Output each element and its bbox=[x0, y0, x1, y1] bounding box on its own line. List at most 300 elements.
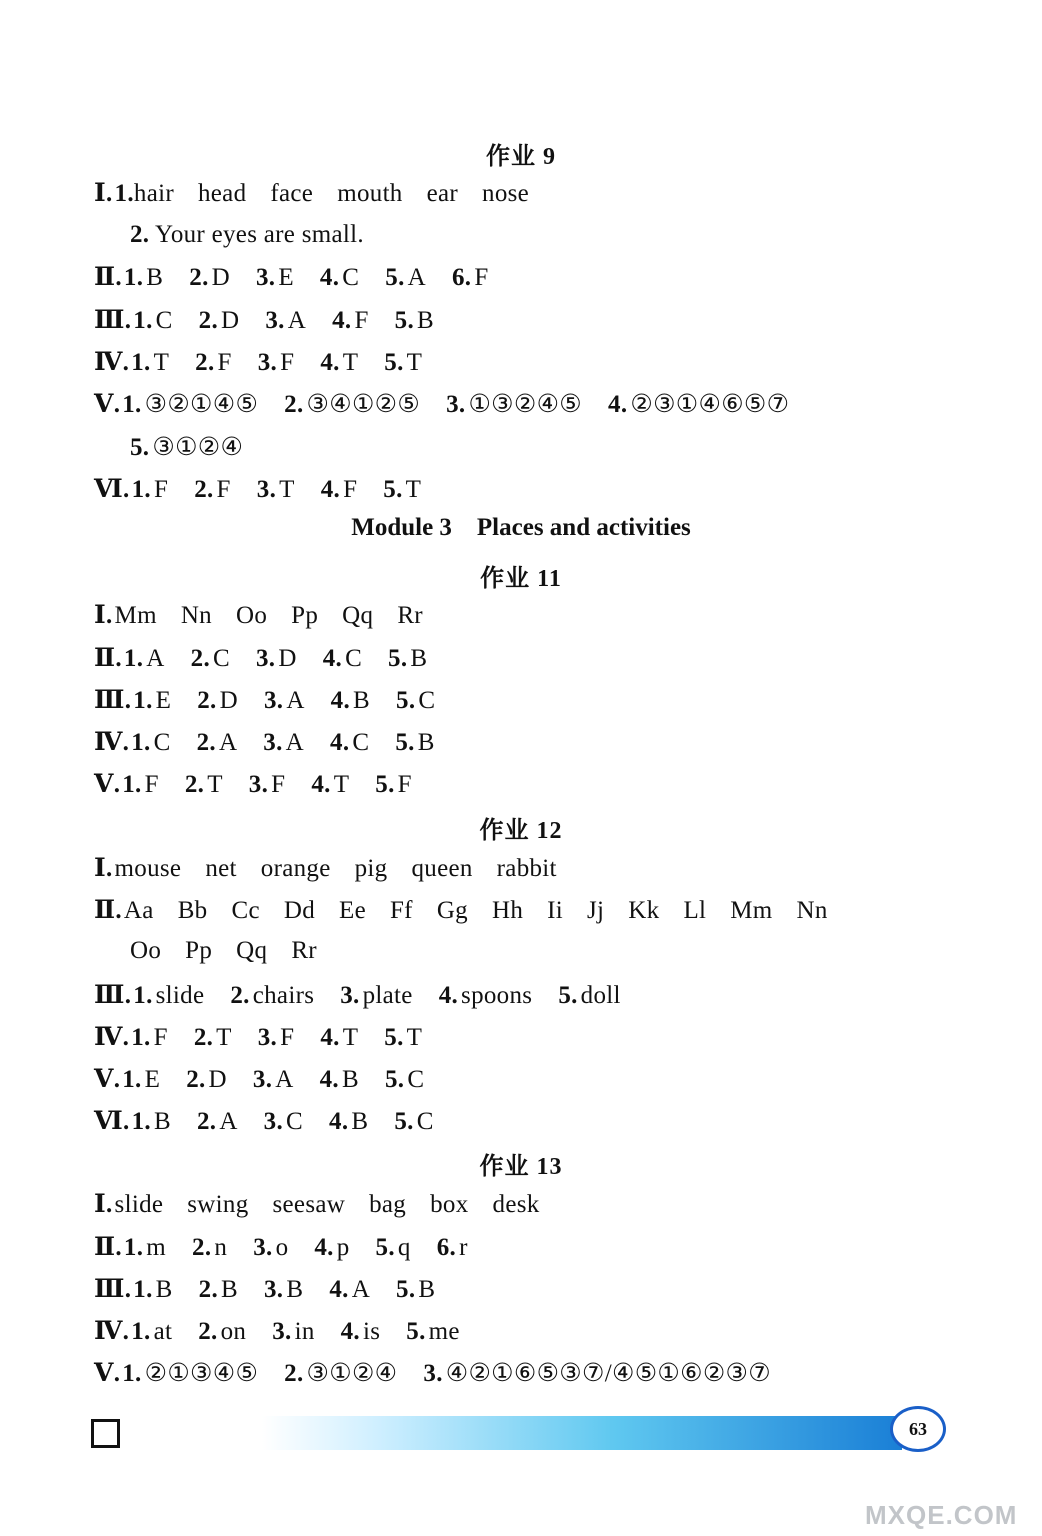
answer-line bbox=[94, 178, 553, 208]
answer-word: head bbox=[197, 180, 247, 207]
item-number: 3. bbox=[423, 1360, 443, 1387]
item-value: r bbox=[459, 1234, 468, 1261]
item-number: 5. bbox=[383, 476, 403, 503]
item-value: C bbox=[418, 687, 436, 714]
footer-box bbox=[91, 1419, 120, 1448]
item-number: 2. bbox=[193, 1024, 214, 1051]
answer-word: Oo bbox=[235, 602, 268, 629]
item-number: 4. bbox=[311, 771, 331, 798]
item-number: 2. bbox=[195, 349, 215, 376]
roman-numeral: Ⅲ. bbox=[94, 307, 132, 334]
item-number: 2. bbox=[189, 264, 209, 291]
item-value: T bbox=[153, 349, 170, 376]
answer-item bbox=[186, 1066, 227, 1093]
answer-item bbox=[383, 476, 421, 503]
item-value: ③①②④ bbox=[152, 434, 244, 461]
answer-item bbox=[341, 1318, 381, 1345]
item-number: 1. bbox=[131, 1108, 151, 1135]
answer-item bbox=[272, 1318, 314, 1345]
item-number: 5. bbox=[395, 729, 415, 756]
roman-numeral: Ⅳ. bbox=[94, 1318, 130, 1345]
answer-word: ear bbox=[426, 180, 459, 207]
answer-item bbox=[258, 349, 295, 376]
item-value: on bbox=[220, 1318, 247, 1345]
answer-item bbox=[375, 771, 412, 798]
answer-line bbox=[94, 643, 453, 673]
answer-item bbox=[256, 645, 297, 672]
item-number: 3. bbox=[257, 1024, 278, 1051]
answer-item bbox=[230, 982, 314, 1009]
item-value: B bbox=[221, 1276, 238, 1303]
item-number: 4. bbox=[322, 645, 343, 672]
answer-item bbox=[258, 1024, 295, 1051]
item-value: ②①③④⑤ bbox=[144, 1360, 259, 1387]
item-number: 3. bbox=[446, 391, 466, 418]
item-number: 4. bbox=[330, 687, 351, 714]
roman-numeral: Ⅵ. bbox=[94, 1108, 130, 1135]
item-number: 2. bbox=[284, 391, 304, 418]
item-value: ①③②④⑤ bbox=[468, 391, 583, 418]
answer-item bbox=[284, 1360, 397, 1387]
item-number: 1. bbox=[133, 1276, 153, 1303]
answer-line bbox=[94, 347, 448, 377]
item-number: 2. bbox=[284, 1360, 304, 1387]
answer-word: swing bbox=[187, 1191, 249, 1218]
item-value: F bbox=[217, 349, 232, 376]
item-number: 3. bbox=[255, 264, 276, 291]
roman-numeral: Ⅰ. bbox=[94, 1191, 113, 1218]
roman-numeral: Ⅲ. bbox=[94, 982, 132, 1009]
item-number: 2. bbox=[198, 307, 218, 334]
item-value: at bbox=[153, 1318, 173, 1345]
answer-word: Rr bbox=[397, 602, 423, 629]
answer-item bbox=[124, 264, 163, 291]
item-number: 2. bbox=[197, 687, 217, 714]
answer-word: Mm bbox=[730, 897, 773, 924]
answer-word: box bbox=[430, 1191, 469, 1218]
item-value: D bbox=[219, 687, 238, 714]
item-number: 1. bbox=[123, 645, 144, 672]
item-value: A bbox=[275, 1066, 294, 1093]
item-value: q bbox=[397, 1234, 411, 1261]
item-value: C bbox=[407, 1066, 425, 1093]
answer-item bbox=[131, 729, 170, 756]
item-number: 5. bbox=[375, 771, 395, 798]
answer-word: face bbox=[270, 180, 314, 207]
answer-item bbox=[263, 729, 304, 756]
item-value: me bbox=[428, 1318, 460, 1345]
item-number: 4. bbox=[332, 307, 352, 334]
answer-item bbox=[257, 476, 295, 503]
item-number: 4. bbox=[608, 391, 628, 418]
answer-word: mouse bbox=[114, 855, 182, 882]
answer-item bbox=[395, 729, 434, 756]
item-number: 3. bbox=[252, 1066, 273, 1093]
item-number: 5. bbox=[384, 1066, 405, 1093]
item-value: A bbox=[287, 307, 307, 334]
item-value: F bbox=[153, 1024, 168, 1051]
answer-item bbox=[311, 771, 349, 798]
item-number: 5. bbox=[375, 1234, 395, 1261]
answer-line bbox=[94, 600, 447, 630]
item-number: 5. bbox=[394, 307, 415, 334]
item-number: 1. bbox=[122, 1360, 142, 1387]
section-heading: 作业 12 bbox=[479, 818, 563, 844]
item-value: D bbox=[211, 264, 230, 291]
answer-word: orange bbox=[260, 855, 331, 882]
answer-word: slide bbox=[114, 1191, 164, 1218]
answer-item bbox=[384, 1024, 422, 1051]
item-number: 5. bbox=[384, 349, 404, 376]
item-value: T bbox=[333, 771, 350, 798]
answer-word: Aa bbox=[123, 897, 154, 924]
answer-line bbox=[94, 1189, 564, 1219]
item-number: 4. bbox=[320, 476, 341, 503]
item-number: 1. bbox=[123, 264, 144, 291]
answer-item bbox=[330, 729, 369, 756]
answer-item bbox=[133, 687, 171, 714]
item-value: C bbox=[345, 645, 363, 672]
item-number: 1. bbox=[122, 1066, 142, 1093]
item-value: F bbox=[397, 771, 412, 798]
item-number: 2. bbox=[196, 729, 216, 756]
answer-line bbox=[94, 262, 515, 292]
answer-word: Ff bbox=[389, 897, 413, 924]
item-number: 3. bbox=[340, 982, 360, 1009]
item-number: 3. bbox=[265, 307, 285, 334]
item-value: ③①②④ bbox=[306, 1360, 398, 1387]
item-number: 4. bbox=[314, 1234, 334, 1261]
section-heading: 作业 11 bbox=[480, 566, 562, 592]
roman-numeral: Ⅳ. bbox=[94, 1024, 130, 1051]
answer-item bbox=[264, 1108, 303, 1135]
item-number: 2. bbox=[186, 1066, 206, 1093]
answer-word: Ee bbox=[339, 897, 366, 924]
roman-numeral: Ⅳ. bbox=[94, 349, 130, 376]
item-number: 5. bbox=[558, 982, 578, 1009]
answer-item bbox=[437, 1234, 468, 1261]
item-value: F bbox=[354, 307, 369, 334]
roman-numeral: Ⅴ. bbox=[94, 391, 121, 418]
item-number: 4. bbox=[330, 729, 350, 756]
answer-line bbox=[94, 1316, 486, 1346]
answer-item bbox=[331, 687, 370, 714]
answer-item bbox=[439, 982, 533, 1009]
answer-item bbox=[320, 349, 358, 376]
item-value: spoons bbox=[461, 982, 533, 1009]
answer-item bbox=[122, 1360, 258, 1387]
item-number: 2. bbox=[190, 645, 210, 672]
item-value: B bbox=[351, 1108, 369, 1135]
item-value: B bbox=[146, 264, 164, 291]
item-number: 4. bbox=[320, 1024, 340, 1051]
answer-item bbox=[131, 1024, 168, 1051]
answer-word: Qq bbox=[236, 937, 268, 964]
item-value: B bbox=[417, 307, 434, 334]
module-title: Module 3 Places and activities bbox=[351, 514, 691, 541]
item-number: 1. bbox=[114, 180, 134, 207]
answer-item bbox=[189, 264, 230, 291]
answer-line bbox=[94, 1232, 494, 1262]
item-value: T bbox=[342, 1024, 359, 1051]
answer-item bbox=[194, 476, 231, 503]
answer-item bbox=[396, 1276, 435, 1303]
item-number: 5. bbox=[384, 1024, 404, 1051]
section-heading: 作业 13 bbox=[479, 1154, 563, 1180]
answer-item bbox=[396, 687, 435, 714]
item-number: 1. bbox=[133, 307, 153, 334]
answer-item bbox=[394, 1108, 433, 1135]
answer-item bbox=[132, 476, 169, 503]
answer-item bbox=[321, 476, 358, 503]
answer-text: Your eyes are small. bbox=[149, 221, 364, 248]
item-value: chairs bbox=[252, 982, 315, 1009]
item-value: D bbox=[278, 645, 297, 672]
item-value: T bbox=[405, 476, 422, 503]
item-value: A bbox=[286, 687, 305, 714]
answer-item bbox=[385, 1066, 424, 1093]
answer-line bbox=[94, 474, 447, 504]
item-value: slide bbox=[155, 982, 205, 1009]
item-value: F bbox=[280, 1024, 295, 1051]
item-value: is bbox=[362, 1318, 381, 1345]
roman-numeral: Ⅴ. bbox=[94, 1066, 121, 1093]
answer-item bbox=[264, 687, 305, 714]
answer-item bbox=[199, 1276, 238, 1303]
item-number: 1. bbox=[131, 1024, 151, 1051]
answer-item bbox=[329, 1276, 370, 1303]
item-number: 2. bbox=[192, 1234, 212, 1261]
answer-item bbox=[385, 264, 426, 291]
item-number: 6. bbox=[451, 264, 472, 291]
answer-item bbox=[133, 1276, 172, 1303]
answer-item bbox=[265, 307, 306, 334]
item-number: 2. bbox=[230, 982, 250, 1009]
item-number: 2. bbox=[198, 1318, 218, 1345]
answer-item bbox=[131, 349, 169, 376]
item-number: 4. bbox=[329, 1276, 349, 1303]
answer-item bbox=[320, 1066, 359, 1093]
roman-numeral: Ⅱ. bbox=[94, 1234, 122, 1261]
answer-item bbox=[194, 1024, 232, 1051]
answer-line bbox=[94, 1022, 448, 1052]
answer-item bbox=[384, 349, 422, 376]
roman-numeral: Ⅱ. bbox=[94, 264, 122, 291]
roman-numeral: Ⅴ. bbox=[94, 771, 121, 798]
item-number: 5. bbox=[396, 1276, 416, 1303]
answer-word: hair bbox=[133, 180, 174, 207]
item-value: B bbox=[418, 1276, 436, 1303]
answer-word: Pp bbox=[185, 937, 213, 964]
item-value: B bbox=[153, 1108, 171, 1135]
item-value: A bbox=[218, 729, 238, 756]
item-value: ③④①②⑤ bbox=[306, 391, 421, 418]
answer-line bbox=[94, 853, 581, 883]
answer-line bbox=[94, 1106, 460, 1136]
answer-item bbox=[423, 1360, 771, 1387]
answer-item bbox=[132, 1108, 171, 1135]
answer-word: rabbit bbox=[496, 855, 557, 882]
answer-line bbox=[94, 980, 647, 1010]
item-number: 4. bbox=[329, 1108, 349, 1135]
item-number: 4. bbox=[319, 1066, 339, 1093]
answer-word: Gg bbox=[436, 897, 468, 924]
answer-item bbox=[388, 645, 427, 672]
roman-numeral: Ⅰ. bbox=[94, 855, 113, 882]
item-value: plate bbox=[362, 982, 413, 1009]
item-number: 4. bbox=[320, 349, 340, 376]
item-number: 2. bbox=[184, 771, 205, 798]
answer-word: seesaw bbox=[272, 1191, 346, 1218]
item-value: T bbox=[207, 771, 223, 798]
item-value: p bbox=[336, 1234, 350, 1261]
roman-numeral: Ⅲ. bbox=[94, 1276, 132, 1303]
item-number: 6. bbox=[436, 1234, 457, 1261]
item-value: ③②①④⑤ bbox=[144, 391, 259, 418]
item-value: T bbox=[342, 349, 359, 376]
item-number: 5. bbox=[130, 434, 150, 461]
answer-item bbox=[192, 1234, 227, 1261]
answer-word: Ii bbox=[547, 897, 563, 924]
answer-item bbox=[185, 771, 223, 798]
answer-word: desk bbox=[492, 1191, 540, 1218]
answer-line bbox=[130, 937, 341, 965]
answer-item bbox=[608, 391, 789, 418]
item-value: C bbox=[352, 729, 370, 756]
answer-word: bag bbox=[369, 1191, 407, 1218]
answer-item bbox=[131, 1318, 172, 1345]
item-number: 3. bbox=[263, 1108, 284, 1135]
item-value: A bbox=[219, 1108, 238, 1135]
answer-item bbox=[199, 307, 240, 334]
answer-item bbox=[452, 264, 489, 291]
answer-item bbox=[446, 391, 582, 418]
answer-item bbox=[253, 1066, 294, 1093]
item-value: E bbox=[144, 1066, 161, 1093]
answer-item bbox=[122, 771, 159, 798]
answer-word: Rr bbox=[291, 937, 317, 964]
roman-numeral: Ⅰ. bbox=[94, 180, 113, 207]
answer-item bbox=[314, 1234, 349, 1261]
roman-numeral: Ⅵ. bbox=[94, 476, 130, 503]
item-number: 2. bbox=[198, 1276, 218, 1303]
item-number: 5. bbox=[388, 645, 408, 672]
answer-word: Kk bbox=[628, 897, 660, 924]
answer-item bbox=[558, 982, 620, 1009]
item-number: 5. bbox=[385, 264, 405, 291]
item-value: n bbox=[214, 1234, 228, 1261]
item-value: A bbox=[351, 1276, 371, 1303]
item-number: 1. bbox=[131, 476, 151, 503]
answer-item bbox=[329, 1108, 368, 1135]
item-number: 5. bbox=[396, 687, 416, 714]
item-value: D bbox=[221, 307, 240, 334]
item-value: B bbox=[155, 1276, 173, 1303]
item-value: T bbox=[279, 476, 295, 503]
answer-line bbox=[94, 389, 815, 419]
item-value: A bbox=[285, 729, 305, 756]
answer-word: Nn bbox=[180, 602, 212, 629]
section-heading: 作业 9 bbox=[486, 144, 556, 170]
answer-word: net bbox=[205, 855, 237, 882]
item-number: 1. bbox=[131, 1318, 151, 1345]
item-number: 4. bbox=[340, 1318, 360, 1345]
item-number: 2. bbox=[196, 1108, 217, 1135]
item-number: 5. bbox=[394, 1108, 414, 1135]
item-value: T bbox=[216, 1024, 232, 1051]
item-value: F bbox=[271, 771, 286, 798]
item-value: E bbox=[155, 687, 172, 714]
answer-word: Bb bbox=[177, 897, 208, 924]
answer-item bbox=[253, 1234, 288, 1261]
item-value: T bbox=[406, 1024, 423, 1051]
item-value: A bbox=[146, 645, 165, 672]
item-number: 3. bbox=[248, 771, 269, 798]
roman-numeral: Ⅴ. bbox=[94, 1360, 121, 1387]
item-value: F bbox=[343, 476, 358, 503]
item-value: F bbox=[280, 349, 295, 376]
item-value: F bbox=[216, 476, 231, 503]
item-value: E bbox=[278, 264, 294, 291]
item-value: ②③①④⑥⑤⑦ bbox=[630, 391, 790, 418]
answer-word: mouth bbox=[337, 180, 403, 207]
item-number: 3. bbox=[263, 1276, 284, 1303]
answer-line bbox=[94, 685, 461, 715]
answer-line bbox=[94, 727, 461, 757]
answer-word: Mm bbox=[114, 602, 157, 629]
item-value: D bbox=[208, 1066, 227, 1093]
answer-item bbox=[198, 1318, 246, 1345]
answer-line bbox=[94, 1274, 461, 1304]
answer-item bbox=[284, 391, 420, 418]
item-number: 5. bbox=[406, 1318, 426, 1345]
answer-item bbox=[197, 729, 238, 756]
item-value: B bbox=[417, 729, 435, 756]
answer-word: Hh bbox=[491, 897, 524, 924]
item-number: 1. bbox=[122, 771, 142, 798]
item-value: F bbox=[144, 771, 159, 798]
answer-item bbox=[249, 771, 286, 798]
item-value: C bbox=[155, 307, 173, 334]
answer-item bbox=[320, 1024, 358, 1051]
answer-line bbox=[94, 305, 460, 335]
answer-item bbox=[133, 307, 172, 334]
item-number: 4. bbox=[438, 982, 459, 1009]
item-value: B bbox=[341, 1066, 359, 1093]
answer-line bbox=[94, 1064, 450, 1094]
item-number: 3. bbox=[263, 729, 283, 756]
answer-item bbox=[406, 1318, 460, 1345]
item-value: m bbox=[146, 1234, 167, 1261]
answer-item bbox=[332, 307, 369, 334]
answer-item bbox=[320, 264, 359, 291]
watermark: MXQE.COM bbox=[865, 1500, 1018, 1530]
answer-item bbox=[264, 1276, 303, 1303]
item-number: 1. bbox=[133, 982, 153, 1009]
item-value: in bbox=[294, 1318, 315, 1345]
roman-numeral: Ⅳ. bbox=[94, 729, 130, 756]
item-number: 3. bbox=[256, 476, 277, 503]
answer-item bbox=[124, 645, 165, 672]
answer-item bbox=[122, 391, 258, 418]
item-number: 1. bbox=[122, 391, 142, 418]
roman-numeral: Ⅱ. bbox=[94, 897, 122, 924]
item-value: F bbox=[474, 264, 489, 291]
answer-item bbox=[323, 645, 362, 672]
item-value: F bbox=[153, 476, 169, 503]
item-number: 3. bbox=[253, 1234, 273, 1261]
item-number: 3. bbox=[272, 1318, 292, 1345]
